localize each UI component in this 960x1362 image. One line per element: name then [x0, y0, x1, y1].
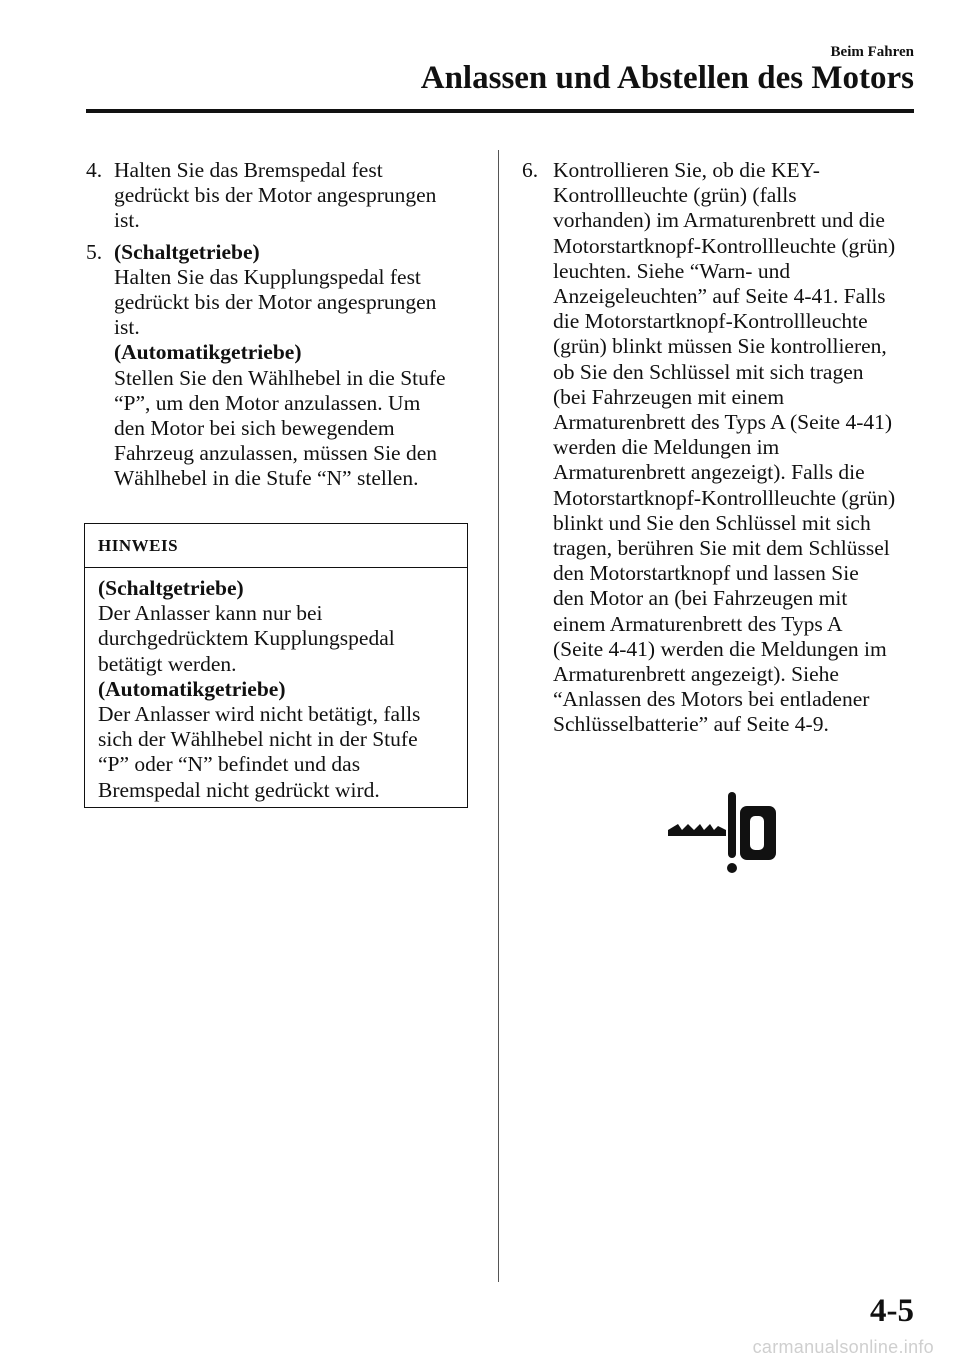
- note-body: [85, 568, 467, 803]
- step-6-text: Kontrollieren Sie, ob die KEY- Kontrollleuchte (grün) (falls vorhanden) im Armaturenbrett und die Motorstartknopf-Kontrollleuchte (grün) leuchten. Siehe “Warn- und Anzeigeleuchten” auf Seite 4-41. Falls die Motorstartknopf-Kontrollleuchte (grün) blinkt müssen Sie kontrollieren, ob Sie den Schlüssel mit sich tragen (bei Fahrzeugen mit einem Armaturenbrett des Typs A (Seite 4-41) werden die Meldungen im Armaturenbrett angezeigt). Falls die Motorstartknopf-Kontrollleuchte (grün) blinkt und Sie den Schlüssel mit sich tragen, berühren Sie mit dem Schlüssel den Motorstartknopf und lassen Sie den Motor an (bei Fahrzeugen mit einem Armaturenbrett des Typs A (Seite 4-41) werden die Meldungen im Armaturenbrett angezeigt). Siehe “Anlassen des Motors bei entladener Schlüsselbatterie” auf Seite 4-9.: [553, 158, 896, 737]
- note-auto-line: Bremspedal nicht gedrückt wird.: [98, 777, 380, 802]
- note-heading: HINWEIS: [85, 524, 467, 568]
- note-manual-line: Der Anlasser kann nur bei: [98, 601, 323, 626]
- note-auto-line: sich der Wählhebel nicht in der Stufe: [98, 727, 418, 752]
- note-auto-line: “P” oder “N” befindet und das: [98, 752, 361, 777]
- note-auto-line: Der Anlasser wird nicht betätigt, falls: [98, 702, 421, 727]
- step-5-auto-text: Stellen Sie den Wählhebel in die Stufe “P”, um den Motor anzulassen. Um den Motor bei sich bewegendem Fahrzeug anzulassen, müssen Sie den Wählhebel in die Stufe “N” stellen.: [114, 365, 446, 491]
- step-4-text: Halten Sie das Bremspedal fest gedrückt bis der Motor angesprungen ist.: [114, 158, 437, 233]
- watermark: carmanualsonline.info: [752, 1337, 934, 1357]
- step-5-manual-heading: (Schaltgetriebe): [114, 239, 260, 264]
- key-warning-icon: [668, 790, 778, 876]
- step-5-auto-heading: (Automatikgetriebe): [114, 340, 302, 365]
- step-6: [522, 158, 917, 738]
- note-manual-line: durchgedrücktem Kupplungspedal: [98, 626, 395, 651]
- note-auto-heading: (Automatikgetriebe): [98, 676, 286, 701]
- right-column: [522, 158, 917, 744]
- step-5-number: 5.: [86, 239, 103, 264]
- note-manual-line: betätigt werden.: [98, 651, 237, 676]
- page-number: 4-5: [870, 1293, 914, 1329]
- page-title: Anlassen und Abstellen des Motors: [420, 60, 914, 96]
- section-label: Beim Fahren: [830, 44, 914, 60]
- step-5-body: [106, 240, 478, 492]
- note-box: [84, 523, 468, 808]
- left-column: [86, 158, 478, 498]
- note-manual-heading: (Schaltgetriebe): [98, 576, 244, 600]
- step-5-manual-text: Halten Sie das Kupplungspedal fest gedrückt bis der Motor angesprungen ist.: [114, 264, 437, 340]
- step-5: [86, 240, 478, 492]
- header-rule: [86, 109, 914, 113]
- step-4-number: 4.: [86, 158, 103, 182]
- step-4: [86, 158, 478, 234]
- column-divider: [498, 150, 499, 1282]
- step-6-number: 6.: [522, 158, 539, 182]
